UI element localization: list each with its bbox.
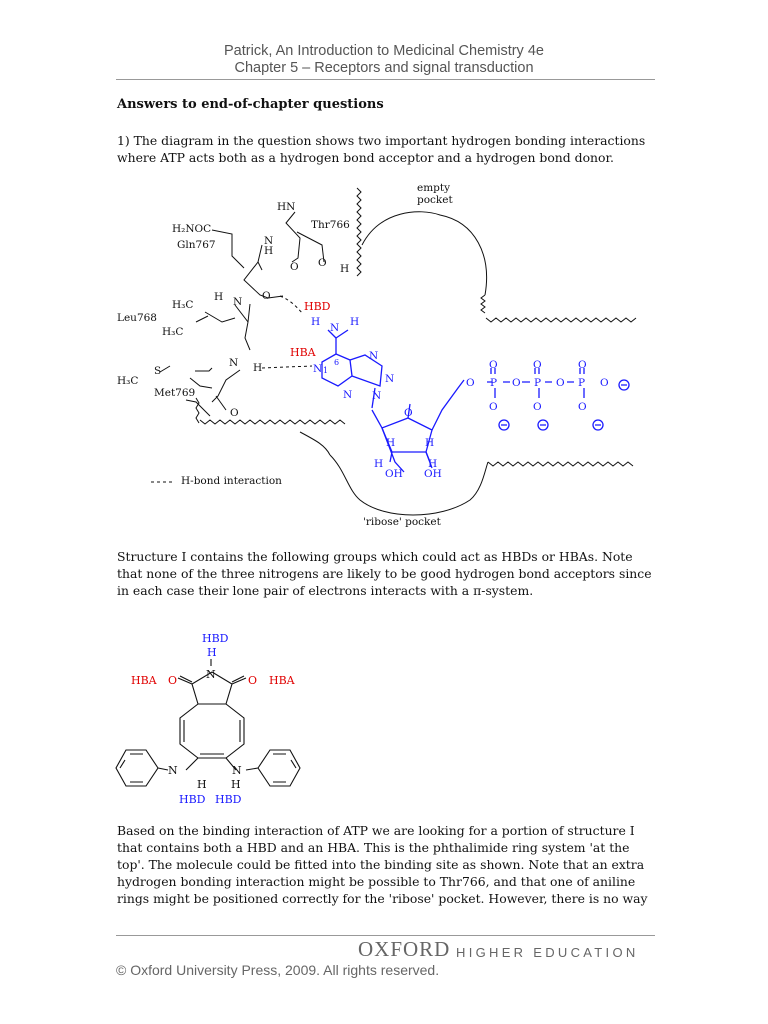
s-label: S [154, 365, 162, 377]
n-ring-label: N [343, 389, 353, 401]
h-label: H [264, 245, 274, 257]
paragraph-1: 1) The diagram in the question shows two important hydrogen bonding interactions where ATP acts both as a hydrogen bond acceptor and a hydrogen bond donor. [117, 133, 646, 165]
ring-number-label: 1 [323, 366, 329, 375]
section-heading: Answers to end-of-chapter questions [117, 97, 384, 112]
h-ribose-label: H [374, 458, 384, 470]
n-imide-label: N [206, 668, 216, 681]
n-right-label: N [232, 764, 242, 777]
atp-binding-diagram [0, 170, 768, 535]
hba-label: HBA [290, 346, 316, 359]
o-bottom-label: O [533, 401, 542, 413]
ring-number-label: 6 [334, 358, 340, 367]
h2noc-label: H₂NOC [172, 223, 212, 235]
o-bridge-label: O [512, 377, 521, 389]
o-hydroxyl-label: O [318, 257, 327, 269]
pocket-label: pocket [417, 194, 453, 206]
hbd-top-label: HBD [202, 632, 229, 645]
h-leu-label: H [214, 291, 224, 303]
gln-label: Gln767 [177, 239, 216, 251]
leu-label: Leu768 [117, 312, 157, 324]
h-met-label: H [253, 362, 263, 374]
h3c-label: H₃C [172, 299, 194, 311]
empty-label: empty [417, 182, 451, 194]
n-label: N [264, 235, 274, 247]
h-amine-label: H [311, 316, 321, 328]
n-left-label: N [168, 764, 178, 777]
hbd-right-label: HBD [215, 793, 242, 806]
n-ring-label: N [313, 363, 323, 375]
o-top-label: O [578, 359, 587, 371]
o-top-label: O [489, 359, 498, 371]
h-right-label: H [231, 778, 241, 791]
h-top-label: H [207, 646, 217, 659]
ribose-pocket-label: 'ribose' pocket [363, 516, 441, 528]
paragraph-2: Structure I contains the following groups which could act as HBDs or HBAs. Note that none of the three nitrogens are likely to be good hydrogen bond acceptors since in each case their lone pair of electrons interacts with a π-system. [117, 549, 652, 598]
h-amine-label: H [350, 316, 360, 328]
h-left-label: H [197, 778, 207, 791]
header-title: Patrick, An Introduction to Medicinal Chemistry 4e [224, 43, 544, 59]
o-top-label: O [533, 359, 542, 371]
hbd-left-label: HBD [179, 793, 206, 806]
oxford-logo: OXFORD [358, 937, 451, 961]
header-rule [116, 79, 655, 80]
o-bottom-label: O [489, 401, 498, 413]
o-bridge-label: O [600, 377, 609, 389]
p-label: P [578, 377, 586, 389]
oh-label: OH [424, 468, 442, 480]
o-bottom-label: O [578, 401, 587, 413]
n-met-label: N [229, 357, 239, 369]
hbd-label: HBD [304, 300, 331, 313]
legend-label: H-bond interaction [181, 475, 282, 487]
structure-one-diagram [0, 625, 768, 815]
p-label: P [534, 377, 542, 389]
n-ring-label: N [372, 390, 382, 402]
n-leu-label: N [233, 296, 243, 308]
higher-education-label: HIGHER EDUCATION [456, 945, 639, 960]
n-ring-label: N [385, 373, 395, 385]
h-hydroxyl-label: H [340, 263, 350, 275]
o-left-label: O [168, 674, 178, 687]
h-ribose-label: H [386, 437, 396, 449]
paragraph-3: Based on the binding interaction of ATP we are looking for a portion of structure I that contains both a HBD and an HBA. This is the phthalimide ring system 'at the top'. The molecule could be fitted into the binding site as shown. Note that an extra hydrogen bonding interaction might be possible to Thr766, and that one of aniline rings might be positioned correctly for the 'ribose' pocket. However, there is no way [117, 823, 648, 906]
thr-label: Thr766 [311, 219, 350, 231]
oh-label: OH [385, 468, 403, 480]
o-link-label: O [466, 377, 475, 389]
o-bridge-label: O [556, 377, 565, 389]
hba-right-label: HBA [269, 674, 295, 687]
o-ribose-label: O [404, 407, 413, 419]
header-chapter: Chapter 5 – Receptors and signal transduction [234, 60, 534, 76]
o-met-label: O [230, 407, 239, 419]
met-label: Met769 [154, 387, 196, 399]
o-label: O [290, 261, 299, 273]
footer-rule [116, 935, 655, 936]
h3c-met-label: H₃C [117, 375, 139, 387]
n-ring-label: N [369, 350, 379, 362]
p-label: P [490, 377, 498, 389]
h3c-label: H₃C [162, 326, 184, 338]
h-ribose-label: H [428, 458, 438, 470]
hn-label: HN [277, 201, 296, 213]
h-ribose-label: H [425, 437, 435, 449]
o-right-label: O [248, 674, 258, 687]
copyright-text: © Oxford University Press, 2009. All rights reserved. [116, 962, 440, 978]
n-amine-label: N [330, 322, 340, 334]
hba-left-label: HBA [131, 674, 157, 687]
o-leu-label: O [262, 290, 271, 302]
